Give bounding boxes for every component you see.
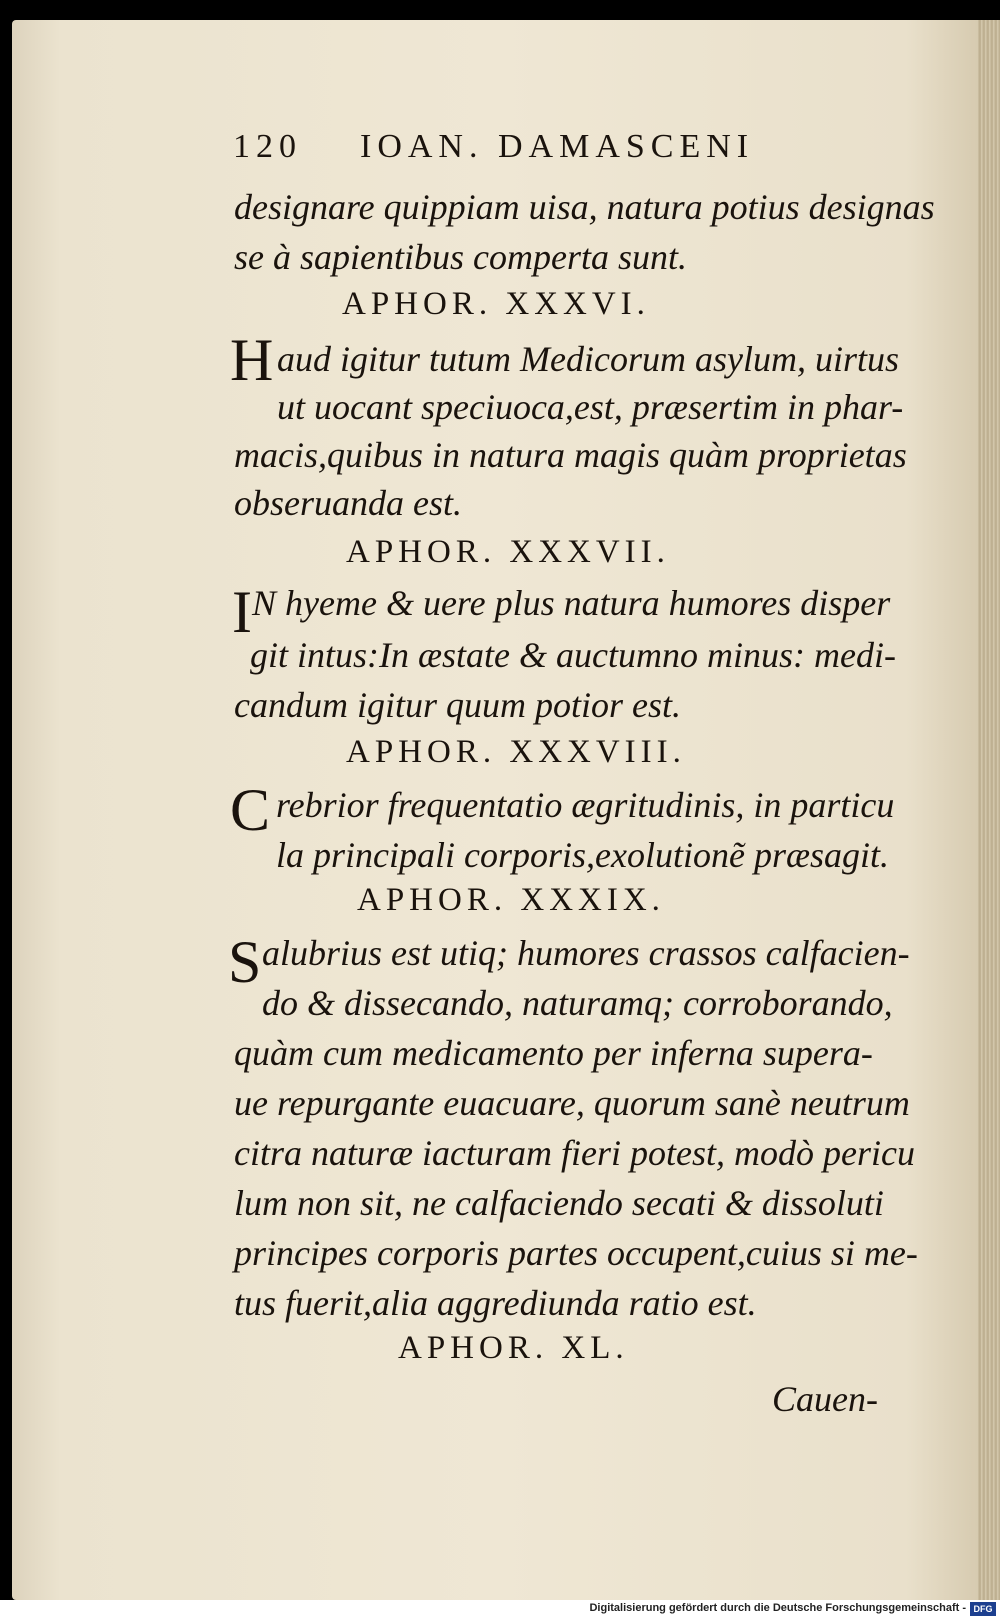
aphorism-heading: APHOR. XXXVII. (346, 534, 670, 570)
footer-credit: Digitalisierung gefördert durch die Deutsche Forschungsgemeinschaft - (589, 1602, 966, 1614)
aphorism-heading: APHOR. XL. (398, 1330, 629, 1366)
text-line: git intus:In æstate & auctumno minus: medi- (250, 635, 896, 675)
initial-letter: S (228, 929, 262, 995)
aphorism-heading: APHOR. XXXVI. (342, 286, 650, 322)
text-line: obseruanda est. (234, 483, 462, 523)
text-line: ue repurgante euacuare, quorum sanè neutrum (234, 1083, 910, 1123)
running-title: IOAN. DAMASCENI (360, 128, 755, 165)
text-line: principes corporis partes occupent,cuius si me- (234, 1233, 918, 1273)
text-line: candum igitur quum potior est. (234, 685, 681, 725)
text-line: designare quippiam uisa, natura potius designas (234, 187, 935, 227)
text-line: rebrior frequentatio ægritudinis, in particu (276, 785, 895, 825)
aphorism-heading: APHOR. XXXIX. (357, 882, 665, 918)
page-edge (978, 20, 1000, 1600)
initial-letter: H (230, 327, 274, 393)
dfg-logo: DFG (970, 1602, 996, 1616)
text-line: ut uocant speciuoca,est, præsertim in phar- (277, 387, 904, 427)
initial-letter: I (232, 579, 252, 645)
catchword: Cauen- (772, 1379, 878, 1419)
footer-bar (0, 1600, 1000, 1619)
page-number: 120 (233, 128, 302, 165)
text-line: citra naturæ iacturam fieri potest, modò pericu (234, 1133, 915, 1173)
initial-letter: C (230, 777, 271, 843)
text-line: lum non sit, ne calfaciendo secati & dissoluti (234, 1183, 884, 1223)
text-line: N hyeme & uere plus natura humores disper (252, 583, 891, 623)
text-line: tus fuerit,alia aggrediunda ratio est. (234, 1283, 757, 1323)
text-line: quàm cum medicamento per inferna supera- (234, 1033, 873, 1073)
aphorism-heading: APHOR. XXXVIII. (346, 734, 686, 770)
text-line: macis,quibus in natura magis quàm proprietas (234, 435, 907, 475)
text-line: do & dissecando, naturamq; corroborando, (262, 983, 893, 1023)
text-line: alubrius est utiq; humores crassos calfacien- (262, 933, 910, 973)
text-line: la principali corporis,exolutionẽ præsagit. (276, 835, 889, 875)
text-line: se à sapientibus comperta sunt. (234, 237, 687, 277)
text-line: aud igitur tutum Medicorum asylum, uirtus (277, 339, 899, 379)
